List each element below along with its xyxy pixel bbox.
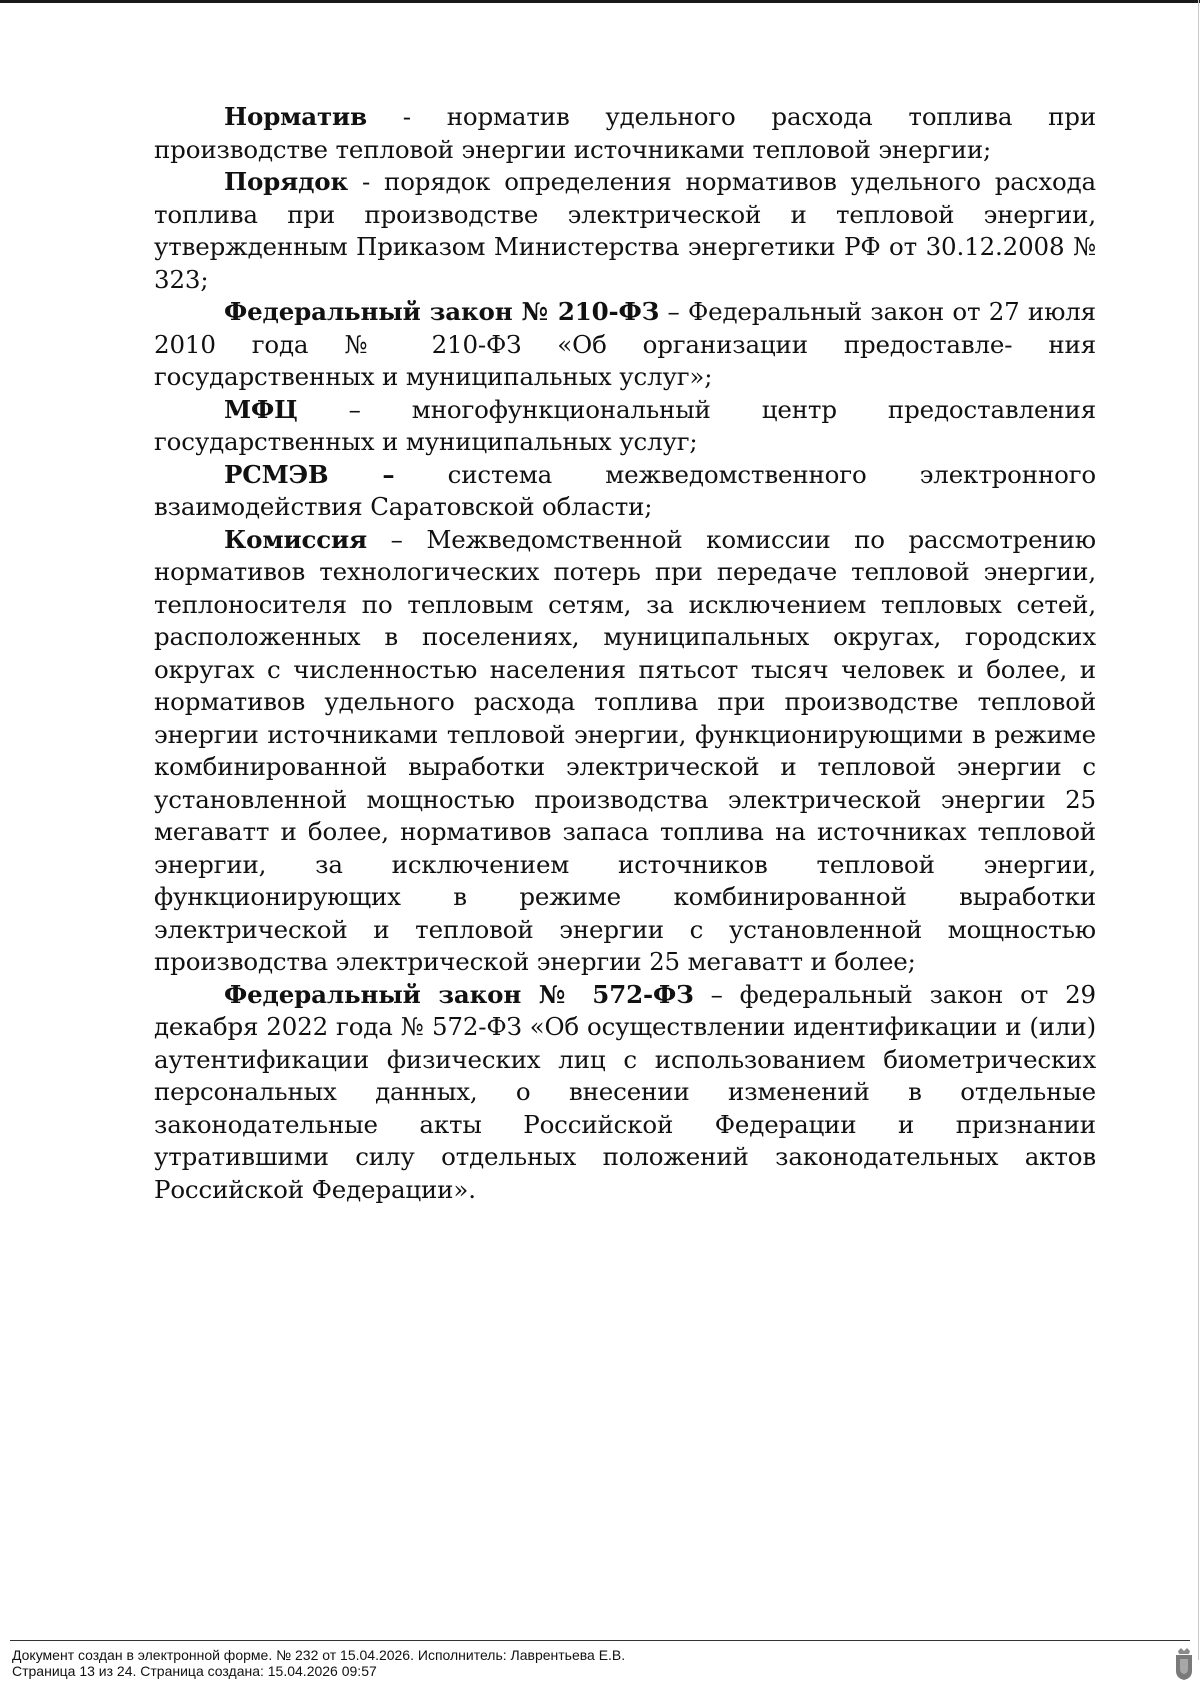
- definition-normativ: [154, 101, 1096, 166]
- definition-text: многофункциональный центр предоставления государственных и муниципальных услуг;: [154, 394, 1096, 456]
- footer-page-info: Страница 13 из 24. Страница создана: 15.04.2026 09:57: [12, 1663, 377, 1679]
- definition-separator: –: [297, 394, 412, 424]
- document-body: [154, 101, 1096, 1206]
- definition-separator: –: [367, 524, 427, 554]
- definition-term: Федеральный закон № 572-ФЗ: [224, 979, 694, 1009]
- definition-term: Порядок: [224, 167, 349, 196]
- definition-mfc: [154, 394, 1096, 459]
- definition-separator: -: [348, 167, 385, 196]
- top-border: [0, 0, 1200, 3]
- definition-fz-210: [154, 296, 1096, 394]
- definition-term: МФЦ: [224, 394, 298, 424]
- definition-text: система межведомственного электронного взаимодействия Саратовской области;: [154, 459, 1097, 521]
- footer-divider: [10, 1640, 1190, 1641]
- definition-separator: –: [693, 979, 740, 1009]
- definition-fz-572: [154, 979, 1096, 1207]
- definition-text: норматив удельного расхода топлива при производстве тепловой энергии источниками тепловой энергии;: [154, 102, 1096, 164]
- definition-term: РСМЭВ –: [224, 459, 395, 489]
- definition-separator: [395, 460, 448, 489]
- definition-separator: –: [659, 297, 688, 326]
- definition-separator: -: [366, 102, 447, 131]
- definition-text: Федеральный закон от 27 июля 2010 года № 210-ФЗ «Об организации предоставле- ния государственных и муниципальных услуг»;: [154, 297, 1096, 391]
- definition-text: федеральный закон от 29 декабря 2022 года № 572-ФЗ «Об осуществлении идентификации и (или) аутентификации физических лиц с использованием биометрических персональных данных, о внесении изменений в отдельные законодательные акты Российской Федерации и признании утратившими силу отдельных положений законодательных актов Российской Федерации».: [154, 979, 1096, 1204]
- definition-term: Комиссия: [224, 524, 367, 554]
- definition-text: Межведомственной комиссии по рассмотрению нормативов технологических потерь при передаче тепловой энергии, теплоносителя по тепловым сетям, за исключением тепловых сетей, расположенных в поселениях, муниципальных округах, городских округах с численностью населения пятьсот тысяч человек и более, и нормативов удельного расхода топлива при производстве тепловой энергии источниками тепловой энергии, функционирующими в режиме комбинированной выработки электрической и тепловой энергии с установленной мощностью производства электрической энергии 25 мегаватт и более, нормативов запаса топлива на источниках тепловой энергии, за исключением источников тепловой энергии, функционирующих в режиме комбинированной выработки электрической и тепловой энергии с установленной мощностью производства электрической энергии 25 мегаватт и более;: [154, 524, 1096, 976]
- definition-rsmev: [154, 459, 1096, 524]
- definition-text: порядок определения нормативов удельного расхода топлива при производстве электрической и тепловой энергии, утвержденным Приказом Министерства энергетики РФ от 30.12.2008 № 323;: [154, 167, 1096, 294]
- definition-term: Норматив: [224, 102, 367, 131]
- definition-komissiya: [154, 524, 1096, 979]
- footer-document-info: Документ создан в электронной форме. № 232 от 15.04.2026. Исполнитель: Лаврентьева Е.В.: [12, 1647, 626, 1663]
- right-border: [1198, 0, 1199, 1660]
- page-footer: [12, 1647, 1112, 1679]
- coat-of-arms-icon: [1174, 1647, 1194, 1681]
- definition-poryadok: [154, 166, 1096, 296]
- definition-term: Федеральный закон № 210-ФЗ: [224, 297, 660, 326]
